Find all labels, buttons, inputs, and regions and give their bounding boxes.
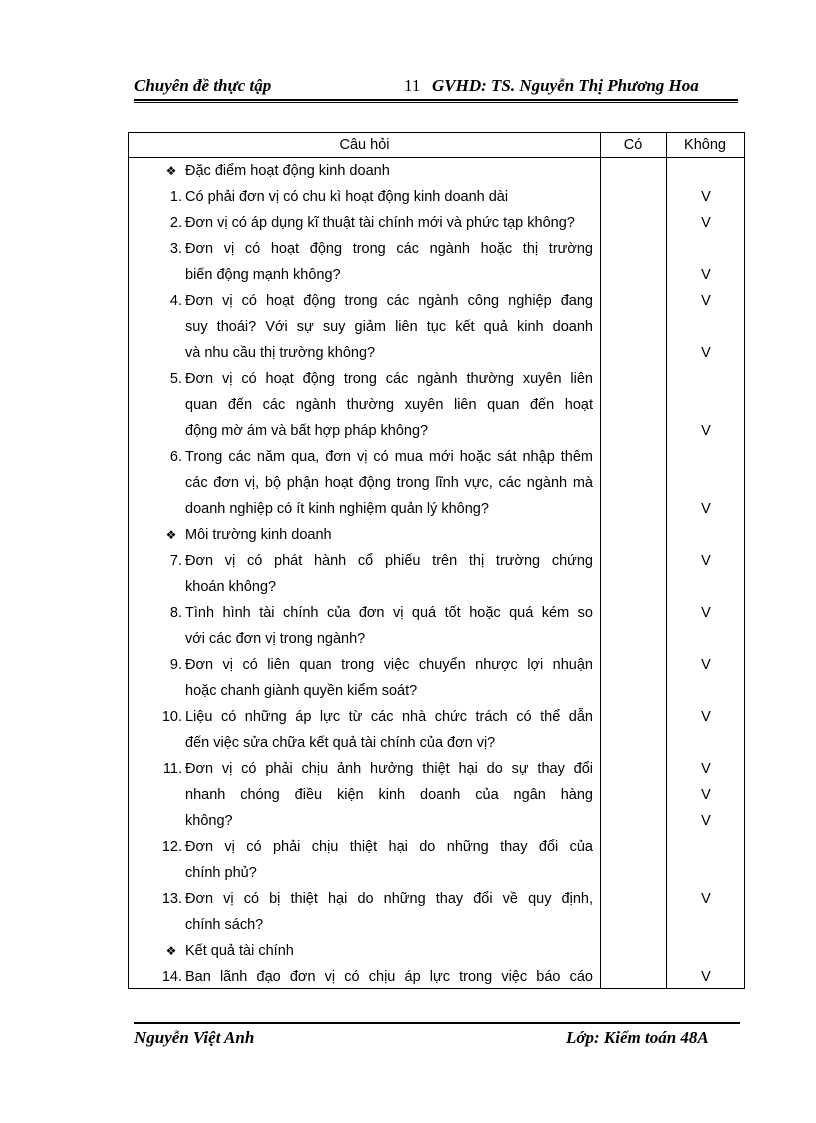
- question-text: chính phủ?: [185, 865, 257, 881]
- section-heading: Đặc điểm hoạt động kinh doanh: [185, 163, 390, 179]
- answer-no-mark: V: [701, 969, 711, 985]
- table-line: [129, 834, 744, 860]
- table-line: [129, 808, 744, 834]
- question-text: Đơn vị có bị thiệt hại do những thay đổi về quy định,: [185, 891, 593, 907]
- table-line: [129, 288, 744, 314]
- table-line: [129, 392, 744, 418]
- question-number: 1.: [169, 189, 182, 205]
- footer-class: Lớp: Kiểm toán 48A: [566, 1028, 709, 1047]
- answer-no-mark: V: [701, 345, 711, 361]
- question-text: Liệu có những áp lực từ các nhà chức trách có thể dẫn: [185, 709, 593, 725]
- section-heading: Kết quả tài chính: [185, 943, 294, 959]
- question-text: Đơn vị có hoạt động trong các ngành công nghiệp đang: [185, 293, 593, 309]
- question-text: Đơn vị có hoạt động trong các ngành hoặc thị trường: [185, 241, 593, 257]
- question-text: với các đơn vị trong ngành?: [185, 631, 366, 647]
- question-text: khoán không?: [185, 579, 277, 595]
- answer-no-mark: V: [701, 657, 711, 673]
- answer-no-mark: V: [701, 553, 711, 569]
- column-header-no: Không: [684, 137, 726, 153]
- diamond-bullet-icon: ❖: [165, 944, 177, 958]
- question-number: 14.: [161, 969, 182, 985]
- header-supervisor: GVHD: TS. Nguyễn Thị Phương Hoa: [432, 76, 699, 95]
- answer-no-mark: V: [701, 787, 711, 803]
- table-line: [129, 366, 744, 392]
- question-number: 4.: [169, 293, 182, 309]
- question-text: chính sách?: [185, 917, 264, 933]
- table-line: [129, 886, 744, 912]
- answer-no-mark: V: [701, 605, 711, 621]
- answer-no-mark: V: [701, 709, 711, 725]
- question-text: Trong các năm qua, đơn vị có mua mới hoặc sát nhập thêm: [185, 449, 593, 465]
- question-text: Đơn vị có liên quan trong việc chuyển nhược lợi nhuận: [185, 657, 593, 673]
- table-line: [129, 912, 744, 938]
- section-heading: Môi trường kinh doanh: [185, 527, 332, 543]
- table-line: [129, 964, 744, 990]
- question-text: Đơn vị có phải chịu ảnh hưởng thiệt hại do sự thay đổi: [185, 761, 593, 777]
- question-text: suy thoái? Với sự suy giảm liên tục kết quả kinh doanh: [185, 319, 593, 335]
- diamond-bullet-icon: ❖: [165, 164, 177, 178]
- table-line: [129, 756, 744, 782]
- table-line: [129, 574, 744, 600]
- answer-no-mark: V: [701, 761, 711, 777]
- answer-no-mark: V: [701, 293, 711, 309]
- table-line: [129, 704, 744, 730]
- question-table: [128, 132, 745, 989]
- question-number: 13.: [161, 891, 182, 907]
- question-text: Có phải đơn vị có chu kì hoạt động kinh doanh dài: [185, 189, 509, 205]
- answer-no-mark: V: [701, 501, 711, 517]
- table-line: [129, 938, 744, 964]
- question-text: Đơn vị có phát hành cổ phiếu trên thị trường chứng: [185, 553, 593, 569]
- question-number: 12.: [161, 839, 182, 855]
- answer-no-mark: V: [701, 891, 711, 907]
- question-text: biến động mạnh không?: [185, 267, 341, 283]
- table-line: [129, 730, 744, 756]
- table-line: [129, 626, 744, 652]
- question-number: 5.: [169, 371, 182, 387]
- table-line: [129, 262, 744, 288]
- page-number: 11: [404, 76, 421, 95]
- footer-rule: [134, 1022, 740, 1024]
- table-line: [129, 600, 744, 626]
- table-line: [129, 158, 744, 184]
- question-number: 3.: [169, 241, 182, 257]
- table-line: [129, 860, 744, 886]
- table-line: [129, 470, 744, 496]
- question-number: 9.: [169, 657, 182, 673]
- question-text: và nhu cầu thị trường không?: [185, 345, 376, 361]
- table-line: [129, 678, 744, 704]
- question-number: 11.: [162, 761, 182, 777]
- question-text: động mờ ám và bất hợp pháp không?: [185, 423, 429, 439]
- answer-no-mark: V: [701, 189, 711, 205]
- table-line: [129, 314, 744, 340]
- question-text: nhanh chóng điều kiện kinh doanh của ngân hàng: [185, 787, 593, 803]
- footer-author: Nguyễn Việt Anh: [134, 1028, 255, 1047]
- question-text: Đơn vị có áp dụng kĩ thuật tài chính mới và phức tạp không?: [185, 215, 575, 231]
- question-number: 2.: [169, 215, 182, 231]
- question-text: doanh nghiệp có ít kinh nghiệm quản lý không?: [185, 501, 489, 517]
- question-number: 10.: [161, 709, 182, 725]
- table-line: [129, 496, 744, 522]
- diamond-bullet-icon: ❖: [165, 528, 177, 542]
- column-header-yes: Có: [623, 137, 643, 153]
- answer-no-mark: V: [701, 215, 711, 231]
- table-line: [129, 340, 744, 366]
- table-line: [129, 522, 744, 548]
- question-text: đến việc sửa chữa kết quả tài chính của đơn vị?: [185, 735, 496, 751]
- question-text: hoặc chanh giành quyền kiểm soát?: [185, 683, 418, 699]
- answer-no-mark: V: [701, 423, 711, 439]
- header-rule: [134, 99, 738, 101]
- table-line: [129, 236, 744, 262]
- question-number: 8.: [169, 605, 182, 621]
- table-line: [129, 418, 744, 444]
- question-text: Đơn vị có hoạt động trong các ngành thường xuyên liên: [185, 371, 593, 387]
- table-line: [129, 652, 744, 678]
- question-number: 6.: [169, 449, 182, 465]
- question-text: Ban lãnh đạo đơn vị có chịu áp lực trong việc báo cáo: [185, 969, 593, 985]
- question-text: không?: [185, 813, 233, 829]
- table-line: [129, 444, 744, 470]
- question-text: Đơn vị có phải chịu thiệt hại do những thay đổi của: [185, 839, 593, 855]
- question-text: Tình hình tài chính của đơn vị quá tốt hoặc quá kém so: [185, 605, 593, 621]
- table-line: [129, 548, 744, 574]
- table-line: [129, 782, 744, 808]
- header-title: Chuyên đề thực tập: [134, 76, 272, 95]
- question-text: quan đến các ngành thường xuyên liên quan đến hoạt: [185, 397, 593, 413]
- column-header-question: Câu hỏi: [339, 137, 390, 153]
- table-line: [129, 210, 744, 236]
- table-line: [129, 184, 744, 210]
- answer-no-mark: V: [701, 267, 711, 283]
- question-text: các đơn vị, bộ phận hoạt động trong lĩnh vực, các ngành mà: [185, 475, 593, 491]
- question-number: 7.: [169, 553, 182, 569]
- header-rule-thin: [134, 102, 738, 103]
- answer-no-mark: V: [701, 813, 711, 829]
